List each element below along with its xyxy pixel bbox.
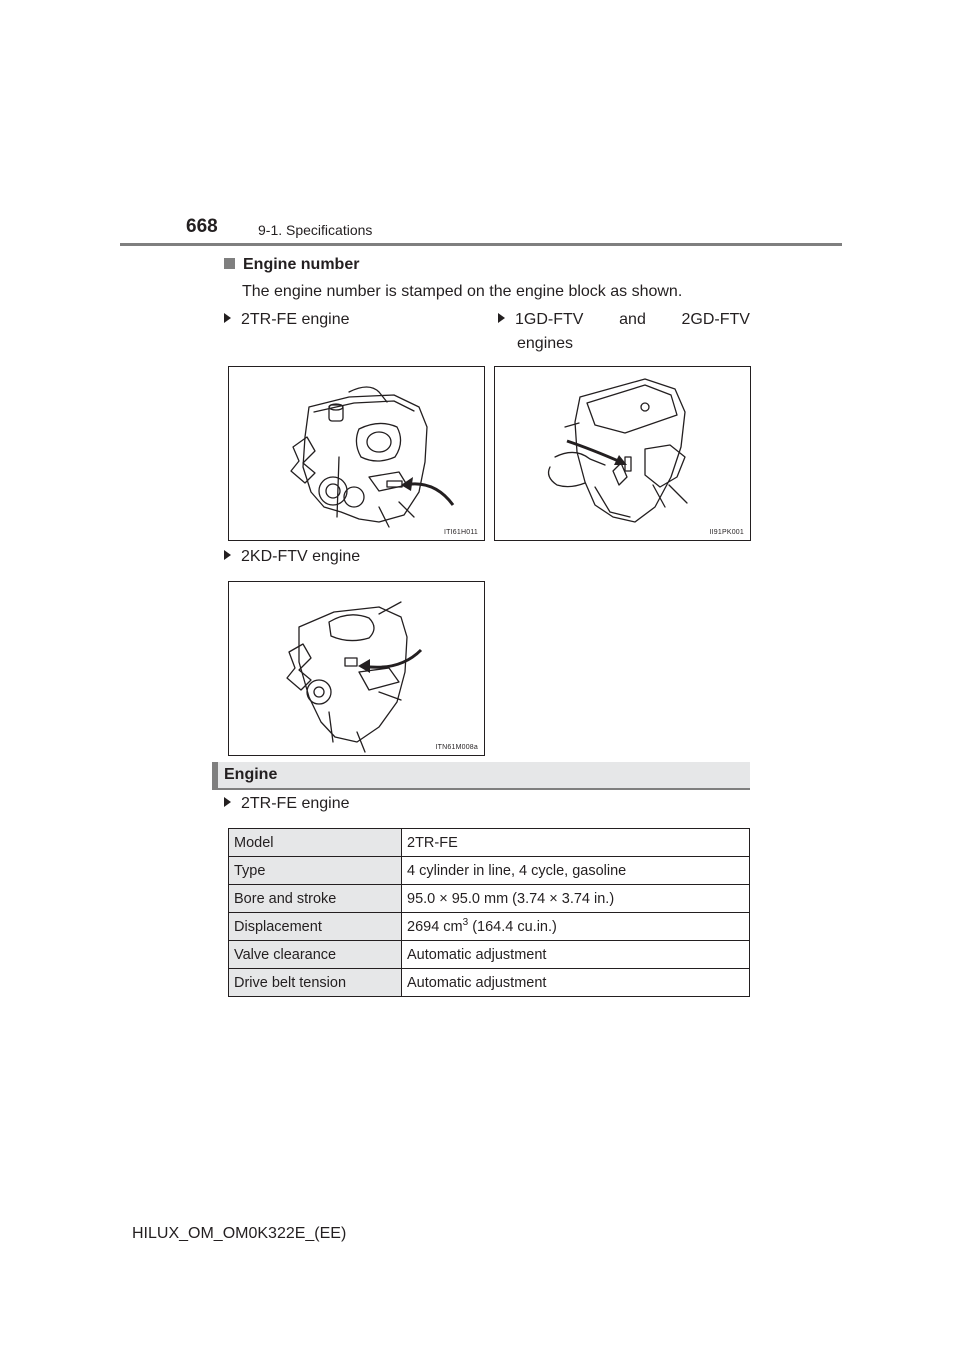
footer-doc-id: HILUX_OM_OM0K322E_(EE) xyxy=(132,1225,347,1242)
triangle-bullet-icon xyxy=(224,550,231,560)
engine-illustration-2kd-ftv xyxy=(228,581,485,756)
figure-code: ITN61M008a xyxy=(435,744,478,751)
spec-value: Automatic adjustment xyxy=(402,969,750,997)
engine-number-heading: Engine number xyxy=(224,256,359,274)
section-title: 9-1. Specifications xyxy=(258,222,373,238)
bullet-2tr-fe: 2TR-FE engine xyxy=(224,308,350,332)
bullet-1gd-2gd: 1GD-FTV and 2GD-FTV engines xyxy=(498,308,750,356)
engine-2kd-ftv-drawing xyxy=(229,582,484,755)
figure-code: ITI61H011 xyxy=(444,529,478,536)
page-number: 668 xyxy=(186,216,218,237)
header-rule xyxy=(120,243,842,246)
figure-code: II91PK001 xyxy=(709,529,744,536)
engine-section-title: Engine xyxy=(224,766,278,783)
spec-key: Displacement xyxy=(229,913,402,941)
engine-1gd-2gd-drawing xyxy=(495,367,750,540)
table-row xyxy=(229,913,750,941)
spec-key: Bore and stroke xyxy=(229,885,402,913)
table-row xyxy=(229,969,750,997)
engine-illustration-2tr-fe xyxy=(228,366,485,541)
triangle-bullet-icon xyxy=(224,313,231,323)
bullet-engine-table-2tr-fe: 2TR-FE engine xyxy=(224,792,350,816)
engine-spec-table xyxy=(228,828,750,997)
spec-value: Automatic adjustment xyxy=(402,941,750,969)
table-row xyxy=(229,829,750,857)
engine-illustration-1gd-2gd xyxy=(494,366,751,541)
triangle-bullet-icon xyxy=(224,797,231,807)
spec-value: 2694 $cm^3$ (164.4 cu.in.) xyxy=(402,913,750,941)
table-row xyxy=(229,857,750,885)
table-row xyxy=(229,885,750,913)
spec-key: Type xyxy=(229,857,402,885)
spec-key: Model xyxy=(229,829,402,857)
section-bar-accent xyxy=(212,762,218,788)
table-row xyxy=(229,941,750,969)
square-bullet-icon xyxy=(224,258,235,269)
spec-key: Valve clearance xyxy=(229,941,402,969)
spec-value: 95.0 × 95.0 mm (3.74 × 3.74 in.) xyxy=(402,885,750,913)
engine-2tr-fe-drawing xyxy=(229,367,484,540)
spec-value: 2TR-FE xyxy=(402,829,750,857)
bullet-2kd-ftv: 2KD-FTV engine xyxy=(224,545,360,569)
spec-value: 4 cylinder in line, 4 cycle, gasoline xyxy=(402,857,750,885)
triangle-bullet-icon xyxy=(498,313,505,323)
engine-section-header xyxy=(212,762,750,790)
engine-number-description: The engine number is stamped on the engine block as shown. xyxy=(242,283,683,300)
spec-key: Drive belt tension xyxy=(229,969,402,997)
